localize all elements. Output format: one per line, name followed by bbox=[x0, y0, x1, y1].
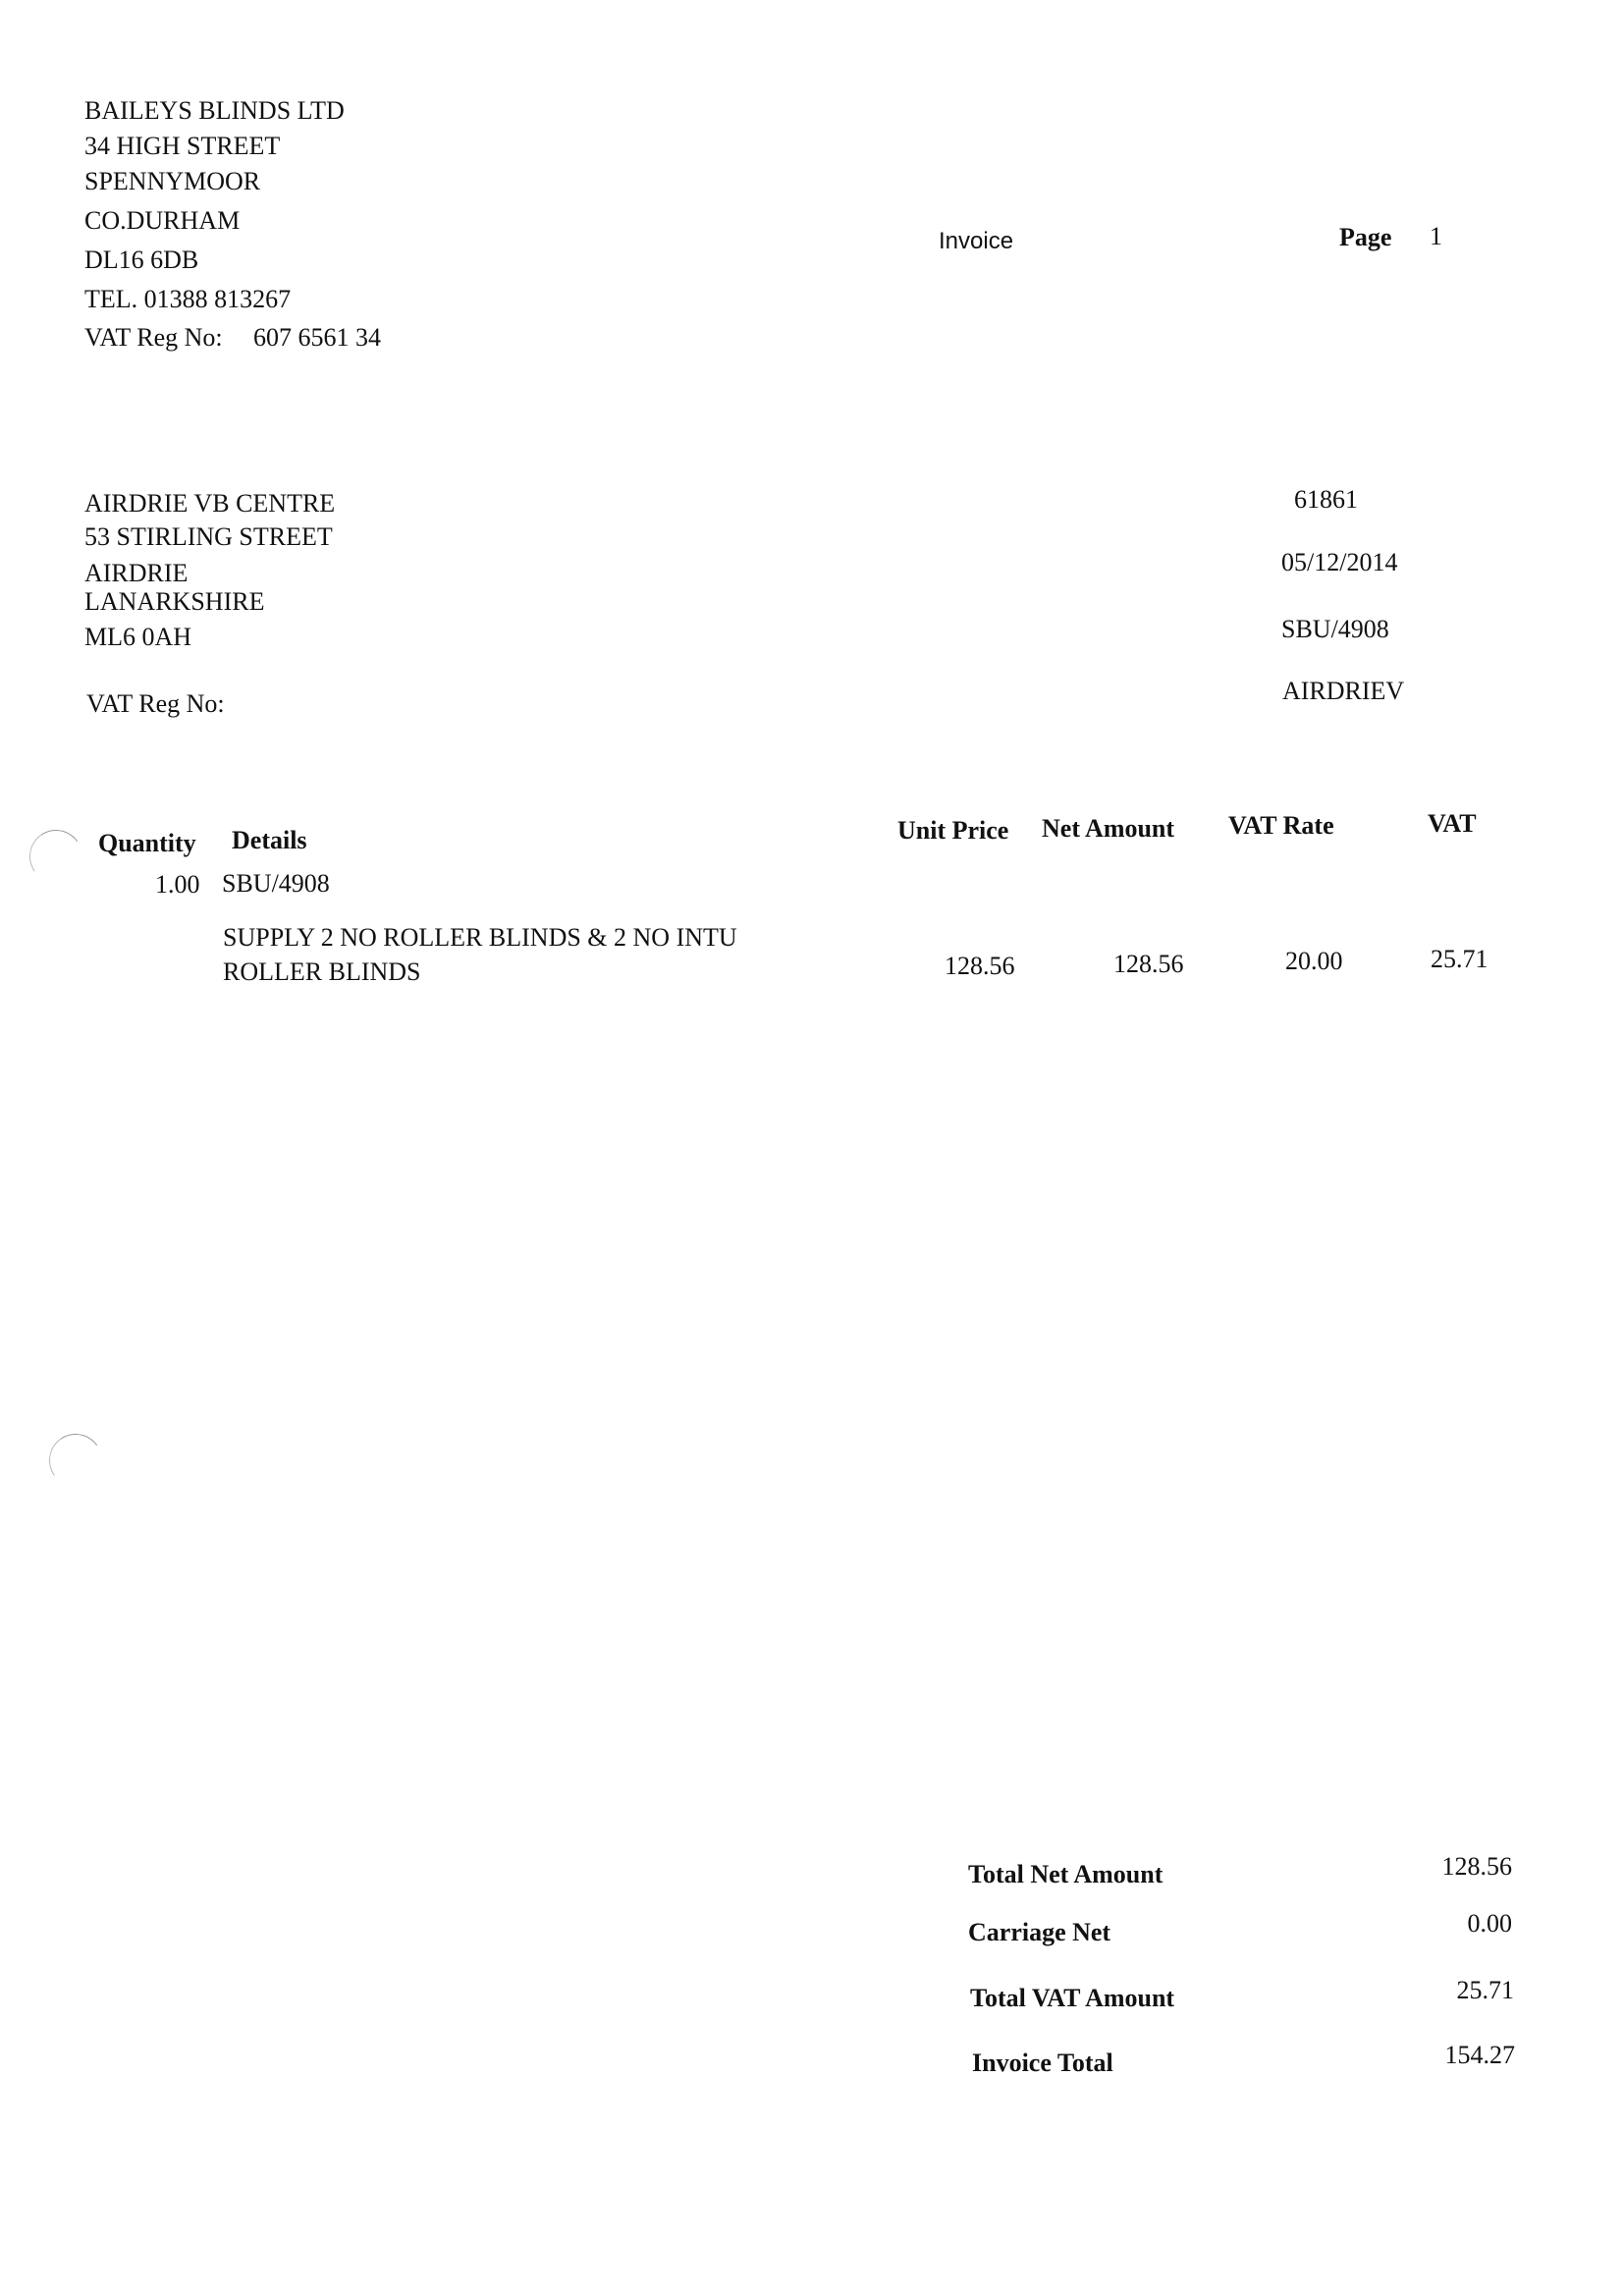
supplier-vat-reg-value: 607 6561 34 bbox=[253, 323, 381, 352]
supplier-telephone: TEL. 01388 813267 bbox=[84, 285, 292, 313]
supplier-county: CO.DURHAM bbox=[84, 206, 241, 235]
page-label: Page bbox=[1339, 223, 1392, 251]
total-vat-label: Total VAT Amount bbox=[970, 1984, 1175, 2012]
invoice-date: 05/12/2014 bbox=[1281, 548, 1398, 576]
header-vat: VAT bbox=[1428, 809, 1477, 838]
customer-street: 53 STIRLING STREET bbox=[84, 522, 333, 551]
row-vat-rate: 20.00 bbox=[1285, 947, 1343, 975]
row-net-amount: 128.56 bbox=[1113, 950, 1184, 978]
customer-name: AIRDRIE VB CENTRE bbox=[84, 489, 336, 518]
row-description-line: SUPPLY 2 NO ROLLER BLINDS & 2 NO INTU bbox=[223, 923, 737, 952]
header-net-amount: Net Amount bbox=[1042, 814, 1175, 843]
supplier-name: BAILEYS BLINDS LTD bbox=[84, 96, 345, 125]
order-reference: SBU/4908 bbox=[1281, 615, 1389, 643]
row-quantity: 1.00 bbox=[155, 870, 200, 899]
header-quantity: Quantity bbox=[98, 829, 196, 857]
page-number: 1 bbox=[1430, 222, 1442, 250]
customer-county: LANARKSHIRE bbox=[84, 587, 265, 616]
punch-hole-mark bbox=[45, 1430, 107, 1492]
customer-town: AIRDRIE bbox=[84, 559, 189, 587]
total-net-value: 128.56 bbox=[1441, 1852, 1512, 1881]
punch-hole-mark bbox=[26, 826, 87, 888]
supplier-street: 34 HIGH STREET bbox=[84, 132, 281, 160]
invoice-number: 61861 bbox=[1294, 485, 1358, 514]
customer-vat-reg-label: VAT Reg No: bbox=[86, 689, 225, 718]
customer-postcode: ML6 0AH bbox=[84, 623, 192, 651]
row-unit-price: 128.56 bbox=[945, 952, 1015, 980]
row-item-code: SBU/4908 bbox=[222, 869, 330, 898]
supplier-vat-reg-label: VAT Reg No: bbox=[84, 323, 223, 352]
supplier-postcode: DL16 6DB bbox=[84, 246, 199, 274]
carriage-net-label: Carriage Net bbox=[968, 1918, 1111, 1946]
total-vat-value: 25.71 bbox=[1456, 1976, 1514, 2004]
total-net-label: Total Net Amount bbox=[968, 1860, 1163, 1888]
header-details: Details bbox=[232, 826, 307, 854]
row-vat: 25.71 bbox=[1431, 945, 1488, 973]
carriage-net-value: 0.00 bbox=[1467, 1909, 1512, 1938]
header-unit-price: Unit Price bbox=[897, 816, 1009, 845]
header-vat-rate: VAT Rate bbox=[1228, 811, 1334, 840]
document-title: Invoice bbox=[939, 228, 1014, 254]
invoice-total-value: 154.27 bbox=[1444, 2041, 1515, 2069]
invoice-total-label: Invoice Total bbox=[972, 2049, 1113, 2077]
account-code: AIRDRIEV bbox=[1282, 677, 1405, 705]
row-description-line: ROLLER BLINDS bbox=[223, 957, 421, 986]
supplier-town: SPENNYMOOR bbox=[84, 167, 261, 195]
